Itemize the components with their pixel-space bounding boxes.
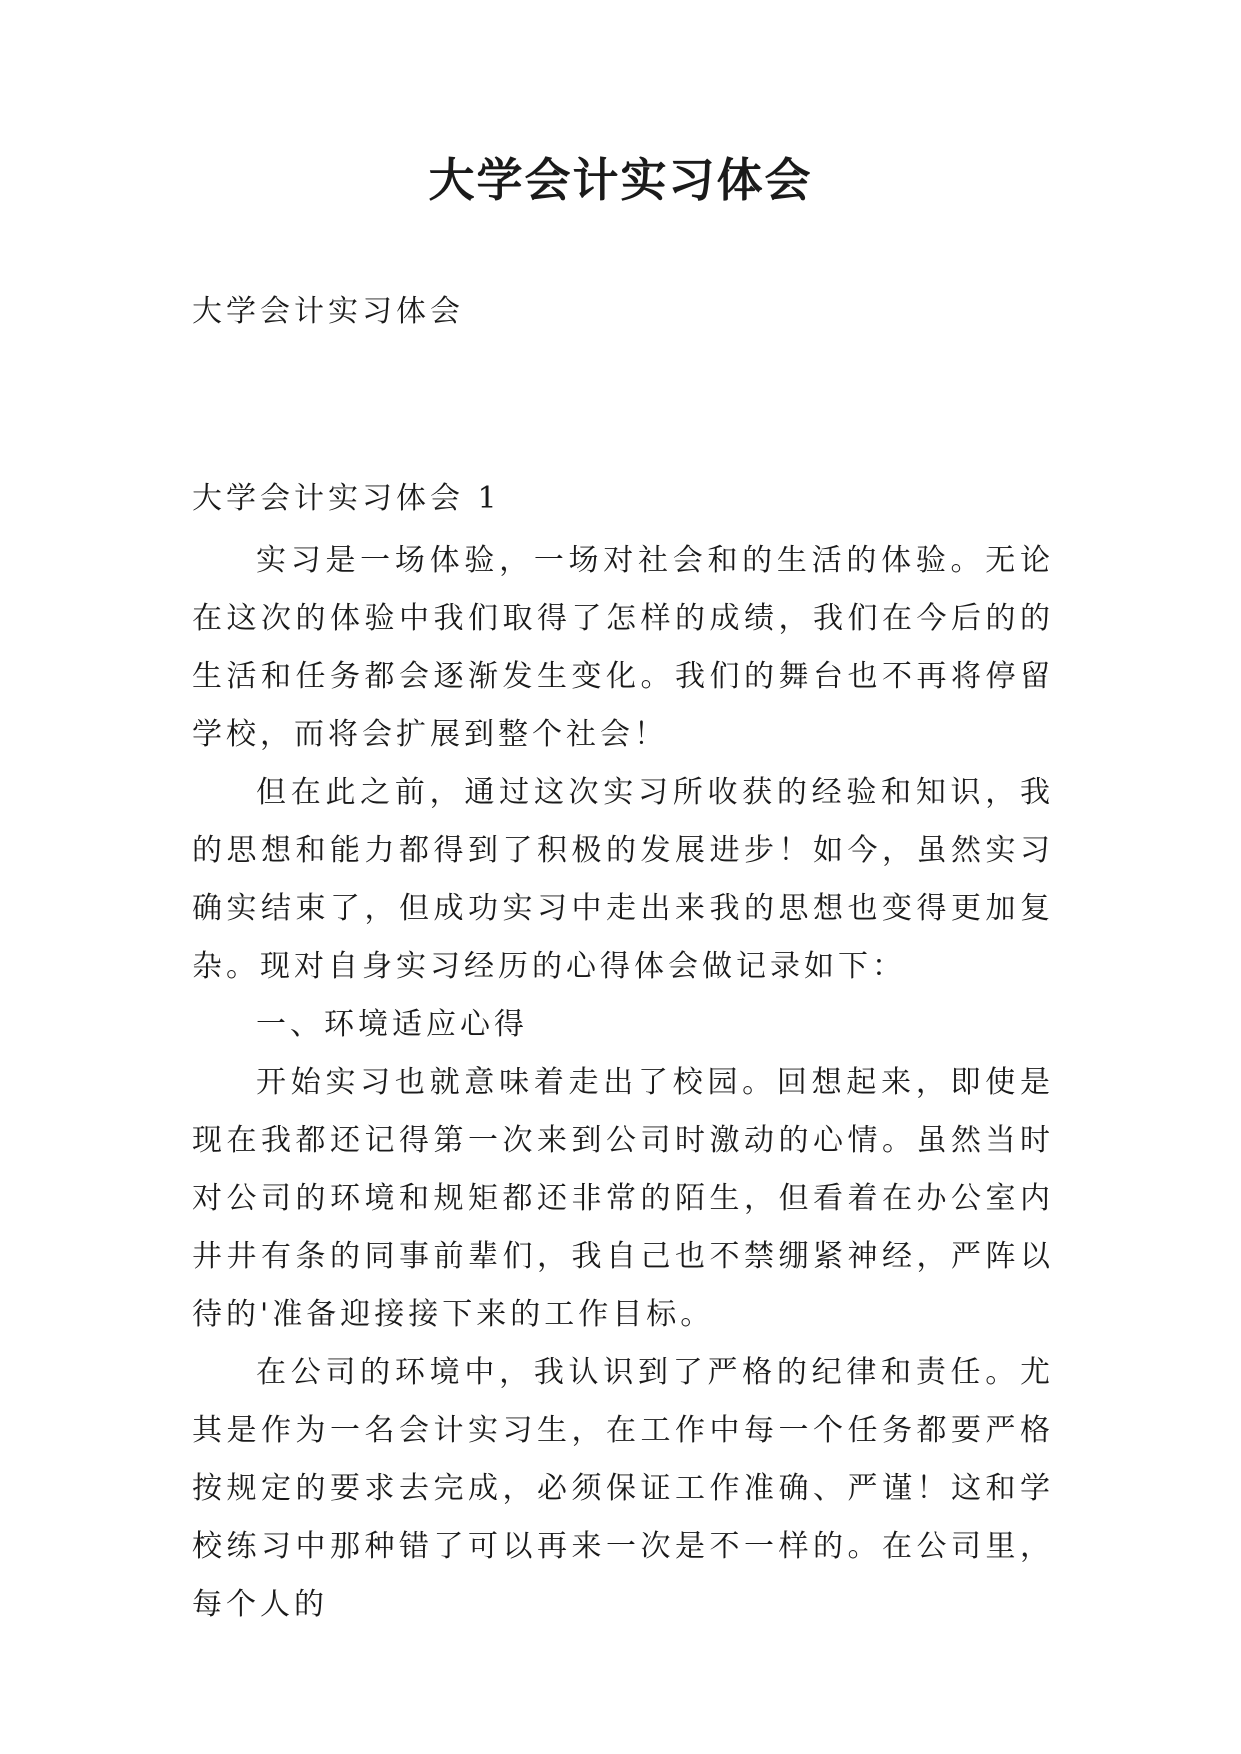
paragraph: 开始实习也就意味着走出了校园。回想起来，即使是现在我都还记得第一次来到公司时激动的心情。虽然当时对公司的环境和规矩都还非常的陌生，但看着在办公室内井井有条的同事前辈们，我自己也不禁绷紧神经，严阵以待的'准备迎接接下来的工作目标。 <box>192 1065 1054 1332</box>
paragraph: 在公司的环境中，我认识到了严格的纪律和责任。尤其是作为一名会计实习生，在工作中每一个任务都要严格按规定的要求去完成，必须保证工作准确、严谨！这和学校练习中那种错了可以再来一次是不一样的。在公司里，每个人的 <box>192 1355 1054 1622</box>
document-body <box>192 470 1054 1634</box>
document-title: 大学会计实习体会 <box>428 153 813 207</box>
document-subtitle: 大学会计实习体会 <box>192 294 464 329</box>
paragraph: 但在此之前，通过这次实习所收获的经验和知识，我的思想和能力都得到了积极的发展进步！如今，虽然实习确实结束了，但成功实习中走出来我的思想也变得更加复杂。现对自身实习经历的心得体会做记录如下： <box>192 775 1054 984</box>
paragraph: 实习是一场体验，一场对社会和的生活的体验。无论在这次的体验中我们取得了怎样的成绩，我们在今后的的生活和任务都会逐渐发生变化。我们的舞台也不再将停留学校，而将会扩展到整个社会！ <box>192 543 1054 752</box>
subsection-heading: 一、环境适应心得 <box>256 1007 528 1042</box>
section-heading: 大学会计实习体会 1 <box>192 481 501 516</box>
